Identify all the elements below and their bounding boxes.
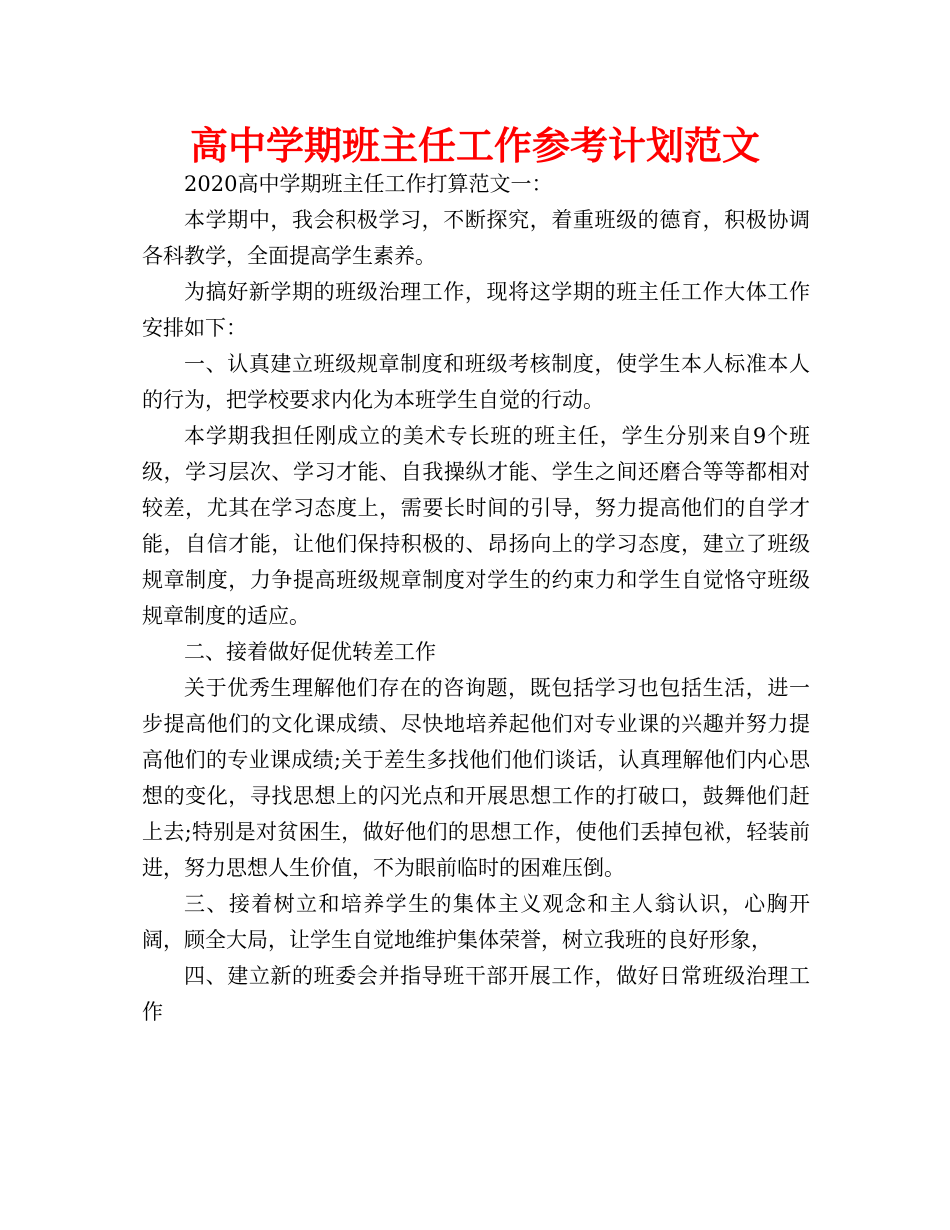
paragraph-6: 二、接着做好促优转差工作 bbox=[184, 640, 436, 664]
paragraph-8: 三、接着树立和培养学生的集体主义观念和主人翁认识，心胸开阔，顾全大局，让学生自觉地维护集体荣誉，树立我班的良好形象， bbox=[142, 892, 810, 952]
paragraph-1: 2020高中学期班主任工作打算范文一： bbox=[184, 172, 553, 196]
document-body bbox=[142, 166, 810, 1030]
paragraph-5: 本学期我担任刚成立的美术专长班的班主任，学生分别来自9个班级，学习层次、学习才能、自我操纵才能、学生之间还磨合等等都相对较差，尤其在学习态度上，需要长时间的引导，努力提高他们的自学才能，自信才能，让他们保持积极的、昂扬向上的学习态度，建立了班级规章制度，力争提高班级规章制度对学生的约束力和学生自觉恪守班级规章制度的适应。 bbox=[142, 424, 810, 628]
paragraph-4: 一、认真建立班级规章制度和班级考核制度，使学生本人标准本人的行为，把学校要求内化为本班学生自觉的行动。 bbox=[142, 352, 810, 412]
paragraph-7: 关于优秀生理解他们存在的咨询题，既包括学习也包括生活，进一步提高他们的文化课成绩、尽快地培养起他们对专业课的兴趣并努力提高他们的专业课成绩;关于差生多找他们他们谈话，认真理解他们内心思想的变化，寻找思想上的闪光点和开展思想工作的打破口，鼓舞他们赶上去;特别是对贫困生，做好他们的思想工作，使他们丢掉包袱，轻装前进，努力思想人生价值，不为眼前临时的困难压倒。 bbox=[142, 676, 810, 880]
paragraph-2: 本学期中，我会积极学习，不断探究，着重班级的德育，积极协调各科教学，全面提高学生素养。 bbox=[142, 208, 810, 268]
document-title: 高中学期班主任工作参考计划范文 bbox=[189, 124, 760, 168]
paragraph-3: 为搞好新学期的班级治理工作，现将这学期的班主任工作大体工作安排如下： bbox=[142, 280, 810, 340]
paragraph-9: 四、建立新的班委会并指导班干部开展工作，做好日常班级治理工作 bbox=[142, 964, 810, 1024]
